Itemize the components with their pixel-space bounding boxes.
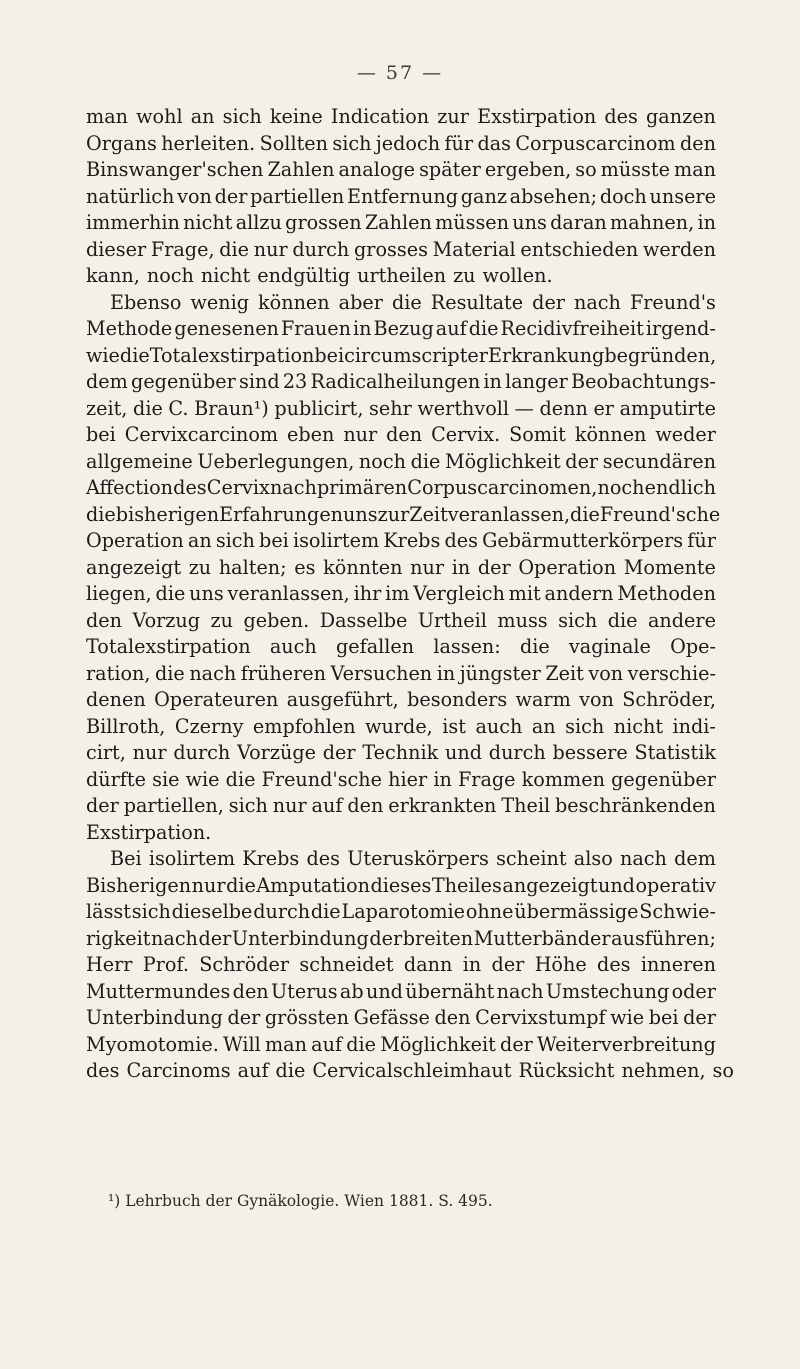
text-line: cirt, nur durch Vorzüge der Technik und durch bessere Statistik [86,741,716,764]
text-line: dürfte sie wie die Freund'sche hier in Frage kommen gegenüber [86,767,716,791]
text-line: Muttermundes den Uterus ab und übernäht nach Umstechung oder [86,979,716,1003]
text-line: ration, die nach früheren Versuchen in jüngster Zeit von verschie- [86,661,716,685]
text-line: Exstirpation. [86,820,212,844]
footnote: ¹) Lehrbuch der Gynäkologie. Wien 1881. S. 495. [108,1192,493,1210]
paragraph [86,846,734,1085]
text-line: Operation an sich bei isolirtem Krebs des Gebärmutterkörpers für [86,529,716,552]
text-line: Myomotomie. Will man auf die Möglichkeit der Weiterverbreitung [86,1032,716,1056]
text-line: immerhin nicht allzu grossen Zahlen müssen uns daran mahnen, in [86,211,716,234]
text-line: Herr Prof. Schröder schneidet dann in der Höhe des inneren [86,953,716,976]
text-line: denen Operateuren ausgeführt, besonders warm von Schröder, [86,688,716,711]
text-line: natürlich von der partiellen Entfernung ganz absehen; doch unsere [86,184,716,208]
text-line: lässt sich dieselbe durch die Laparotomie ohne übermässige Schwie- [86,900,716,923]
text-line: wie die Totalexstirpation bei circumscripter Erkrankung begründen, [86,343,717,367]
paragraph [86,290,721,847]
text-line: den Vorzug zu geben. Dasselbe Urtheil muss sich die andere [86,608,716,632]
text-line: Unterbindung der grössten Gefässe den Cervixstumpf wie bei der [86,1006,716,1029]
text-line: angezeigt zu halten; es könnten nur in der Operation Momente [86,555,716,579]
text-line: dieser Frage, die nur durch grosses Material entschieden werden [86,237,716,261]
text-line: allgemeine Ueberlegungen, noch die Möglichkeit der secundären [86,449,716,473]
text-line: die bisherigen Erfahrungen uns zur Zeit veranlassen, die Freund'sche [86,502,721,526]
text-line: Totalexstirpation auch gefallen lassen: die vaginale Ope- [86,635,716,658]
text-line: man wohl an sich keine Indication zur Exstirpation des ganzen [86,105,716,128]
text-line: Billroth, Czerny empfohlen wurde, ist auch an sich nicht indi- [86,714,716,738]
paragraph [86,104,716,290]
page-number: — 57 — [356,62,444,84]
text-line: bei Cervixcarcinom eben nur den Cervix. Somit können weder [86,423,716,446]
text-line: der partiellen, sich nur auf den erkrankten Theil beschränkenden [86,794,716,817]
text-line: Affection des Cervix nach primären Corpuscarcinomen, noch endlich [86,476,716,499]
text-line: Organs herleiten. Sollten sich jedoch für das Corpuscarcinom den [86,131,716,155]
text-line: Ebenso wenig können aber die Resultate der nach Freund's [110,290,716,314]
text-line: kann, noch nicht endgültig urtheilen zu wollen. [86,264,553,287]
body-text [86,104,734,1085]
text-line: Bisherigen nur die Amputation dieses Theiles angezeigt und operativ [86,873,716,897]
text-line: des Carcinoms auf die Cervicalschleimhaut Rücksicht nehmen, so [86,1059,734,1082]
text-line: rigkeit nach der Unterbindung der breiten Mutterbänder ausführen; [86,926,716,950]
text-line: zeit, die C. Braun¹) publicirt, sehr werthvoll — denn er amputirte [86,396,716,420]
text-line: dem gegenüber sind 23 Radicalheilungen in langer Beobachtungs- [86,370,716,393]
text-line: Binswanger'schen Zahlen analoge später ergeben, so müsste man [86,158,716,181]
text-line: liegen, die uns veranlassen, ihr im Vergleich mit andern Methoden [86,582,716,605]
text-line: Bei isolirtem Krebs des Uteruskörpers scheint also nach dem [110,847,716,870]
text-line: Methode genesenen Frauen in Bezug auf die Recidivfreiheit irgend- [86,317,716,340]
